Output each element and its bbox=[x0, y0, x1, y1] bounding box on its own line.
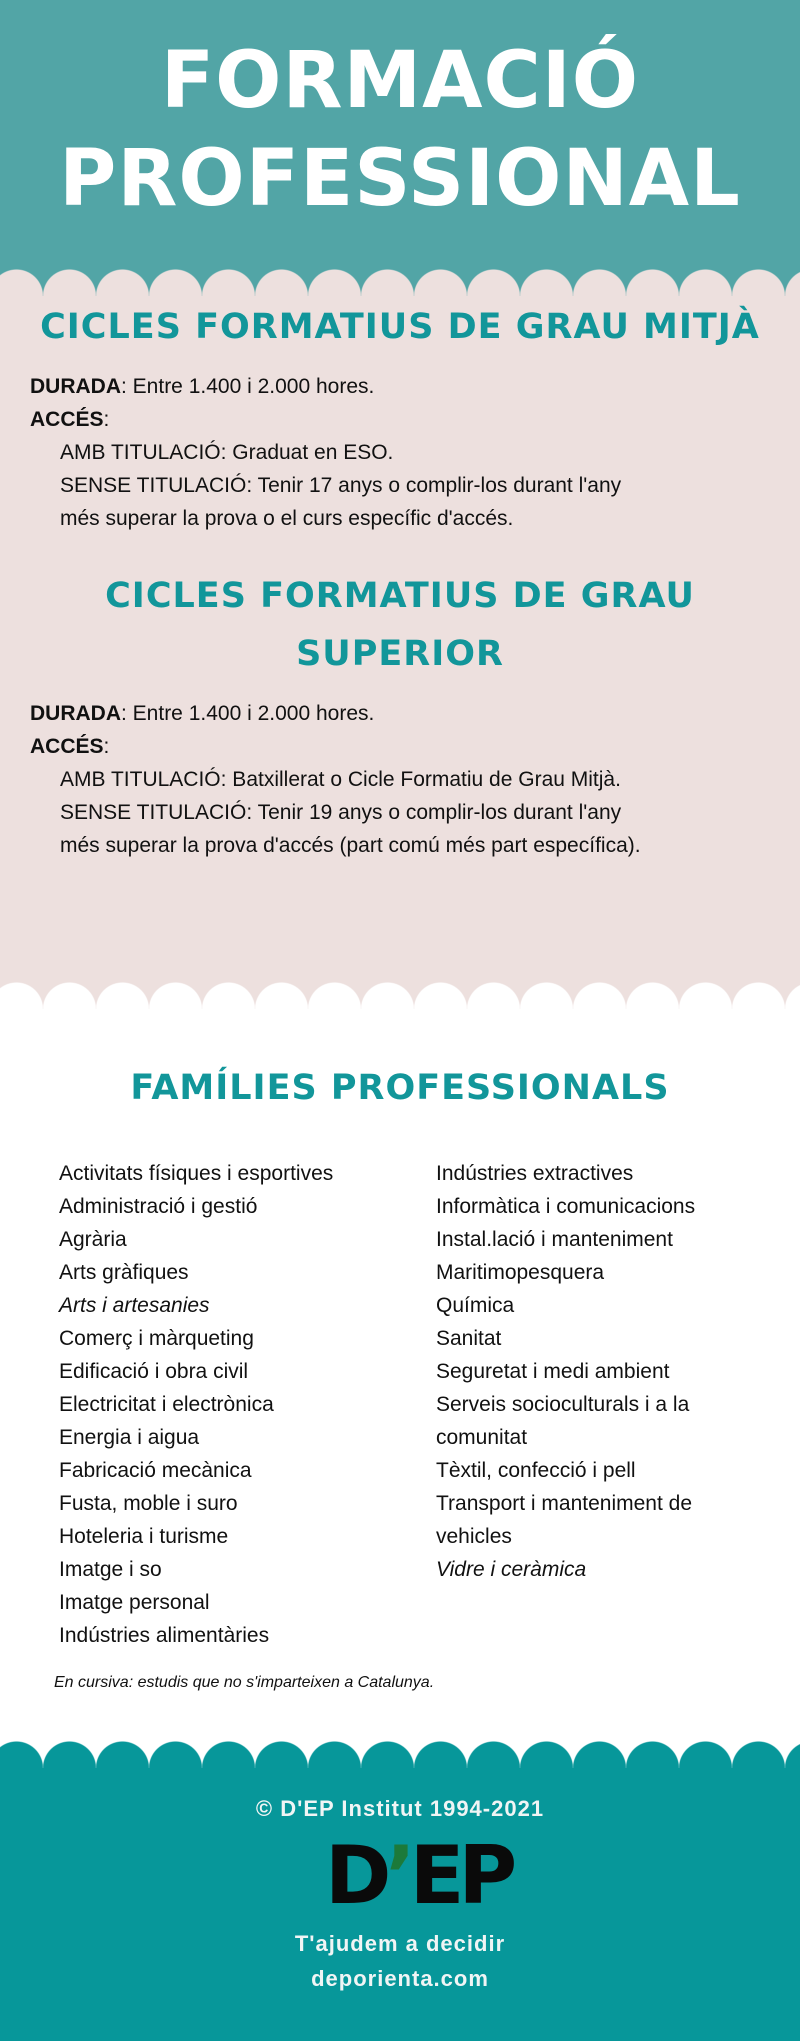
scallop-divider bbox=[0, 1740, 800, 1768]
family-item: Informàtica i comunicacions bbox=[436, 1195, 696, 1218]
grau-superior-info: DURADA: Entre 1.400 i 2.000 hores. ACCÉS: AMB TITULACIÓ: Batxillerat o Cicle Formatiu de Grau Mitjà. SENSE TITULACIÓ: Tenir 19 anys o complir-los durant l'any més superar la prova d'accés (part comú més part específica). bbox=[30, 702, 641, 857]
family-item: Administració i gestió bbox=[59, 1195, 258, 1218]
family-item: vehicles bbox=[436, 1525, 512, 1548]
grau-mitja-title: CICLES FORMATIUS DE GRAU MITJÀ bbox=[40, 307, 760, 347]
family-item: Indústries alimentàries bbox=[59, 1624, 270, 1647]
families-list bbox=[0, 1157, 800, 1652]
family-item: Comerç i màrqueting bbox=[59, 1327, 254, 1350]
family-item: Imatge personal bbox=[59, 1591, 210, 1614]
family-item: Fabricació mecànica bbox=[59, 1459, 252, 1482]
family-item: Serveis socioculturals i a la bbox=[436, 1393, 690, 1416]
website-link[interactable]: deporienta.com bbox=[311, 1966, 489, 1991]
cicles-section bbox=[0, 296, 800, 981]
families-column-1 bbox=[59, 1157, 436, 1652]
family-item: Maritimopesquera bbox=[436, 1261, 605, 1284]
families-column-2 bbox=[436, 1157, 766, 1652]
grau-mitja-info: DURADA: Entre 1.400 i 2.000 hores. ACCÉS: AMB TITULACIÓ: Graduat en ESO. SENSE TITULACIÓ: Tenir 17 anys o complir-los durant l'any més superar la prova o el curs específic d'accés. bbox=[30, 375, 622, 530]
italic-note: En cursiva: estudis que no s'imparteixen a Catalunya. bbox=[54, 1674, 435, 1691]
header bbox=[0, 0, 800, 270]
families-section bbox=[0, 1009, 800, 1740]
family-item: Vidre i ceràmica bbox=[436, 1558, 587, 1581]
main-title: FORMACIÓ PROFESSIONAL bbox=[59, 36, 741, 224]
family-item: Sanitat bbox=[436, 1327, 502, 1350]
family-item: Seguretat i medi ambient bbox=[436, 1360, 670, 1383]
family-item: Electricitat i electrònica bbox=[59, 1393, 274, 1416]
family-item: Transport i manteniment de bbox=[436, 1492, 693, 1515]
family-item: Edificació i obra civil bbox=[59, 1360, 249, 1383]
family-item: Arts i artesanies bbox=[59, 1294, 210, 1317]
family-item: comunitat bbox=[436, 1426, 528, 1449]
family-item: Fusta, moble i suro bbox=[59, 1492, 238, 1515]
family-item: Activitats físiques i esportives bbox=[59, 1162, 334, 1185]
tagline: T'ajudem a decidir bbox=[294, 1931, 506, 1956]
families-title: FAMÍLIES PROFESSIONALS bbox=[130, 1068, 670, 1108]
family-item: Energia i aigua bbox=[59, 1426, 200, 1449]
family-item: Química bbox=[436, 1294, 515, 1317]
footer bbox=[0, 1768, 800, 2041]
dep-logo: D’EP bbox=[325, 1829, 512, 1922]
family-item: Agrària bbox=[59, 1228, 127, 1251]
scallop-divider bbox=[0, 981, 800, 1009]
family-item: Instal.lació i manteniment bbox=[436, 1228, 673, 1251]
grau-superior-title: CICLES FORMATIUS DE GRAU SUPERIOR bbox=[105, 576, 695, 674]
family-item: Hoteleria i turisme bbox=[59, 1525, 229, 1548]
copyright: © D'EP Institut 1994-2021 bbox=[255, 1796, 545, 1821]
family-item: Arts gràfiques bbox=[59, 1261, 189, 1284]
family-item: Imatge i so bbox=[59, 1558, 162, 1581]
family-item: Tèxtil, confecció i pell bbox=[436, 1459, 636, 1482]
scallop-divider bbox=[0, 268, 800, 296]
family-item: Indústries extractives bbox=[436, 1162, 634, 1185]
